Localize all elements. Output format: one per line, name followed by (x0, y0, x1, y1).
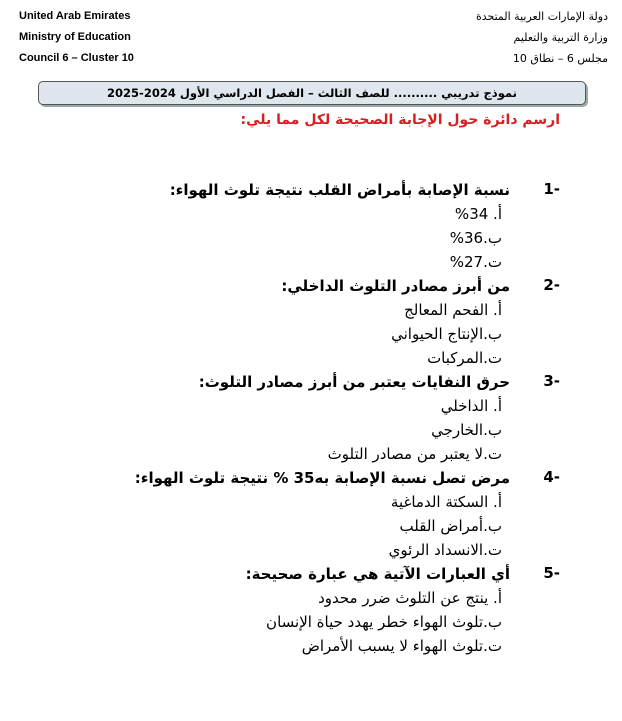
ministry-name-en: Ministry of Education (19, 31, 131, 43)
question-5 (60, 562, 560, 658)
answer-option[interactable]: ب.أمراض القلب (399, 517, 502, 535)
question-text: حرق النفايات يعتبر من أبرز مصادر التلوث: (198, 373, 510, 391)
answer-option[interactable]: ب.الخارجي (431, 421, 502, 439)
answer-option[interactable]: ت.لا يعتبر من مصادر التلوث (327, 445, 502, 463)
answer-option[interactable]: ت.المركبات (427, 349, 502, 367)
question-number: 3- (543, 372, 560, 390)
question-number: 4- (543, 468, 560, 486)
question-number: 2- (543, 276, 560, 294)
answer-option[interactable]: أ. الداخلي (440, 397, 502, 415)
answer-option[interactable]: ب.الإنتاج الحيواني (391, 325, 502, 343)
answer-option[interactable]: أ. السكتة الدماغية (390, 493, 502, 511)
worksheet-title: نموذج تدريبي .......... للصف الثالث – الفصل الدراسي الأول 2024-2025 (38, 81, 586, 105)
answer-option[interactable]: ت.الانسداد الرئوي (388, 541, 502, 559)
question-3 (60, 370, 560, 466)
header-arabic (476, 6, 608, 69)
question-text: من أبرز مصادر التلوث الداخلي: (281, 277, 510, 295)
council-cluster-ar: مجلس 6 – نطاق 10 (512, 52, 608, 65)
question-text: أي العبارات الآتية هي عبارة صحيحة: (245, 565, 510, 583)
header-english (19, 6, 134, 69)
answer-option[interactable]: ب.36% (449, 229, 502, 247)
answer-option[interactable]: ت.تلوث الهواء لا يسبب الأمراض (301, 637, 502, 655)
answer-option[interactable]: أ. 34% (454, 205, 502, 223)
question-4 (60, 466, 560, 562)
question-list (60, 178, 560, 658)
question-text: نسبة الإصابة بأمراض القلب نتيجة تلوث الهواء: (169, 181, 510, 199)
council-cluster-en: Council 6 – Cluster 10 (19, 52, 134, 64)
question-text: مرض تصل نسبة الإصابة به35 % نتيجة تلوث الهواء: (134, 469, 510, 487)
answer-option[interactable]: ب.تلوث الهواء خطر يهدد حياة الإنسان (266, 613, 502, 631)
answer-option[interactable]: أ. ينتج عن التلوث ضرر محدود (318, 589, 502, 607)
ministry-name-ar: وزارة التربية والتعليم (513, 31, 608, 44)
instruction-text: ارسم دائرة حول الإجابة الصحيحة لكل مما يلي: (240, 112, 560, 128)
question-2 (60, 274, 560, 370)
country-name-ar: دولة الإمارات العربية المتحدة (475, 10, 608, 23)
answer-option[interactable]: أ. الفحم المعالج (404, 301, 502, 319)
question-1 (60, 178, 560, 274)
question-number: 5- (543, 564, 560, 582)
country-name-en: United Arab Emirates (19, 10, 131, 22)
question-number: 1- (543, 180, 560, 198)
answer-option[interactable]: ت.27% (449, 253, 502, 271)
